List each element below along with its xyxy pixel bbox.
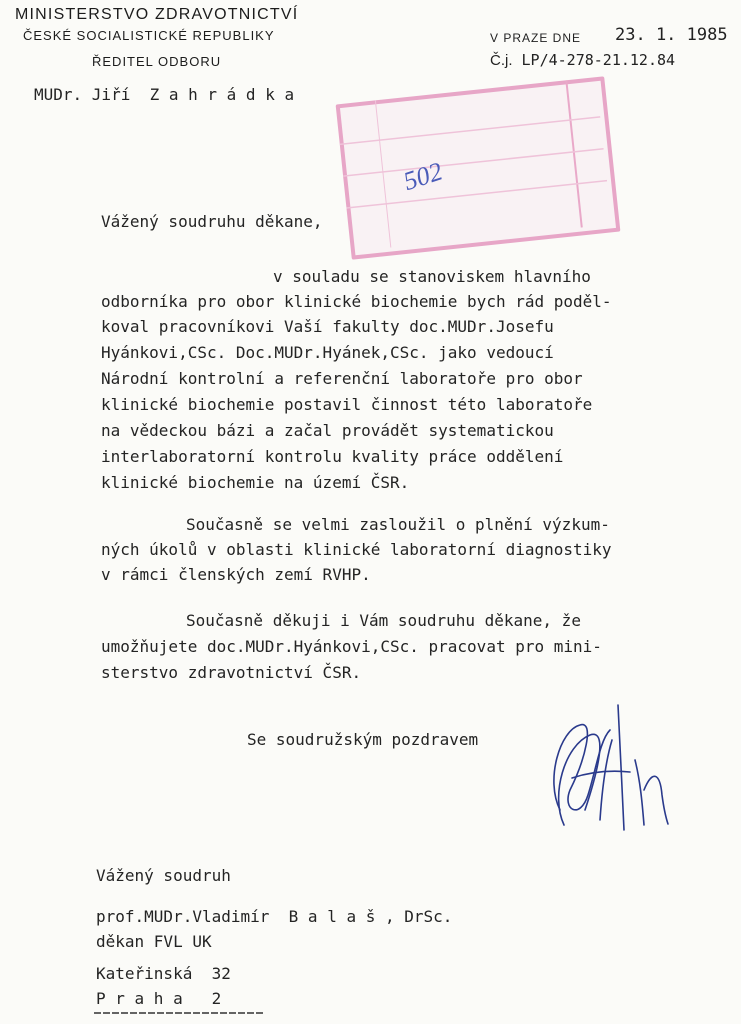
- salutation: Vážený soudruhu děkane,: [101, 212, 323, 231]
- letterhead-republic: ČESKÉ SOCIALISTICKÉ REPUBLIKY: [23, 28, 275, 43]
- body-line: interlaboratorní kontrolu kvality práce oddělení: [101, 447, 564, 466]
- recipient-city: P r a h a 2: [96, 989, 222, 1008]
- closing: Se soudružským pozdravem: [247, 730, 479, 749]
- body-line: umožňujete doc.MUDr.Hyánkovi,CSc. pracovat pro mini-: [101, 637, 602, 656]
- signature: [540, 700, 680, 840]
- reference-label: Č.j.: [490, 52, 513, 69]
- body-line: Hyánkovi,CSc. Doc.MUDr.Hyánek,CSc. jako vedoucí: [101, 343, 554, 362]
- recipient-name: prof.MUDr.Vladimír B a l a š , DrSc.: [96, 907, 453, 926]
- body-line: sterstvo zdravotnictví ČSR.: [101, 663, 362, 682]
- body-line: v rámci členských zemí RVHP.: [101, 565, 371, 584]
- date-label: V PRAZE DNE: [490, 31, 582, 45]
- recipient-street: Kateřinská 32: [96, 964, 231, 983]
- body-line: Národní kontrolní a referenční laboratoře pro obor: [101, 369, 583, 388]
- body-line: odborníka pro obor klinické biochemie bych rád poděl-: [101, 292, 612, 311]
- body-line: klinické biochemie na území ČSR.: [101, 473, 410, 492]
- body-line: v souladu se stanoviskem hlavního: [273, 267, 591, 286]
- stamp-number: 502: [399, 156, 446, 197]
- recipient-greeting: Vážený soudruh: [96, 866, 231, 885]
- body-line: na vědeckou bázi a začal provádět systematickou: [101, 421, 554, 440]
- reference-value: LP/4-278-21.12.84: [521, 51, 676, 69]
- body-line: klinické biochemie postavil činnost této laboratoře: [101, 395, 593, 414]
- city-underline: [94, 1010, 266, 1016]
- body-line: Současně se velmi zasloužil o plnění výzkum-: [186, 515, 610, 534]
- registry-stamp: [336, 76, 621, 259]
- body-line: ných úkolů v oblasti klinické laboratorní diagnostiky: [101, 540, 612, 559]
- stamp-lines: [336, 77, 612, 252]
- sender-name: MUDr. Jiří Z a h r á d k a: [34, 85, 295, 104]
- reference-number: [490, 51, 675, 69]
- body-line: Současně děkuji i Vám soudruhu děkane, že: [186, 611, 581, 630]
- letterhead-department: ŘEDITEL ODBORU: [92, 54, 222, 69]
- letter-date: 23. 1. 1985: [615, 25, 728, 45]
- letterhead-ministry: MINISTERSTVO ZDRAVOTNICTVÍ: [15, 6, 299, 23]
- recipient-title: děkan FVL UK: [96, 932, 212, 951]
- body-line: koval pracovníkovi Vaší fakulty doc.MUDr.Josefu: [101, 317, 554, 336]
